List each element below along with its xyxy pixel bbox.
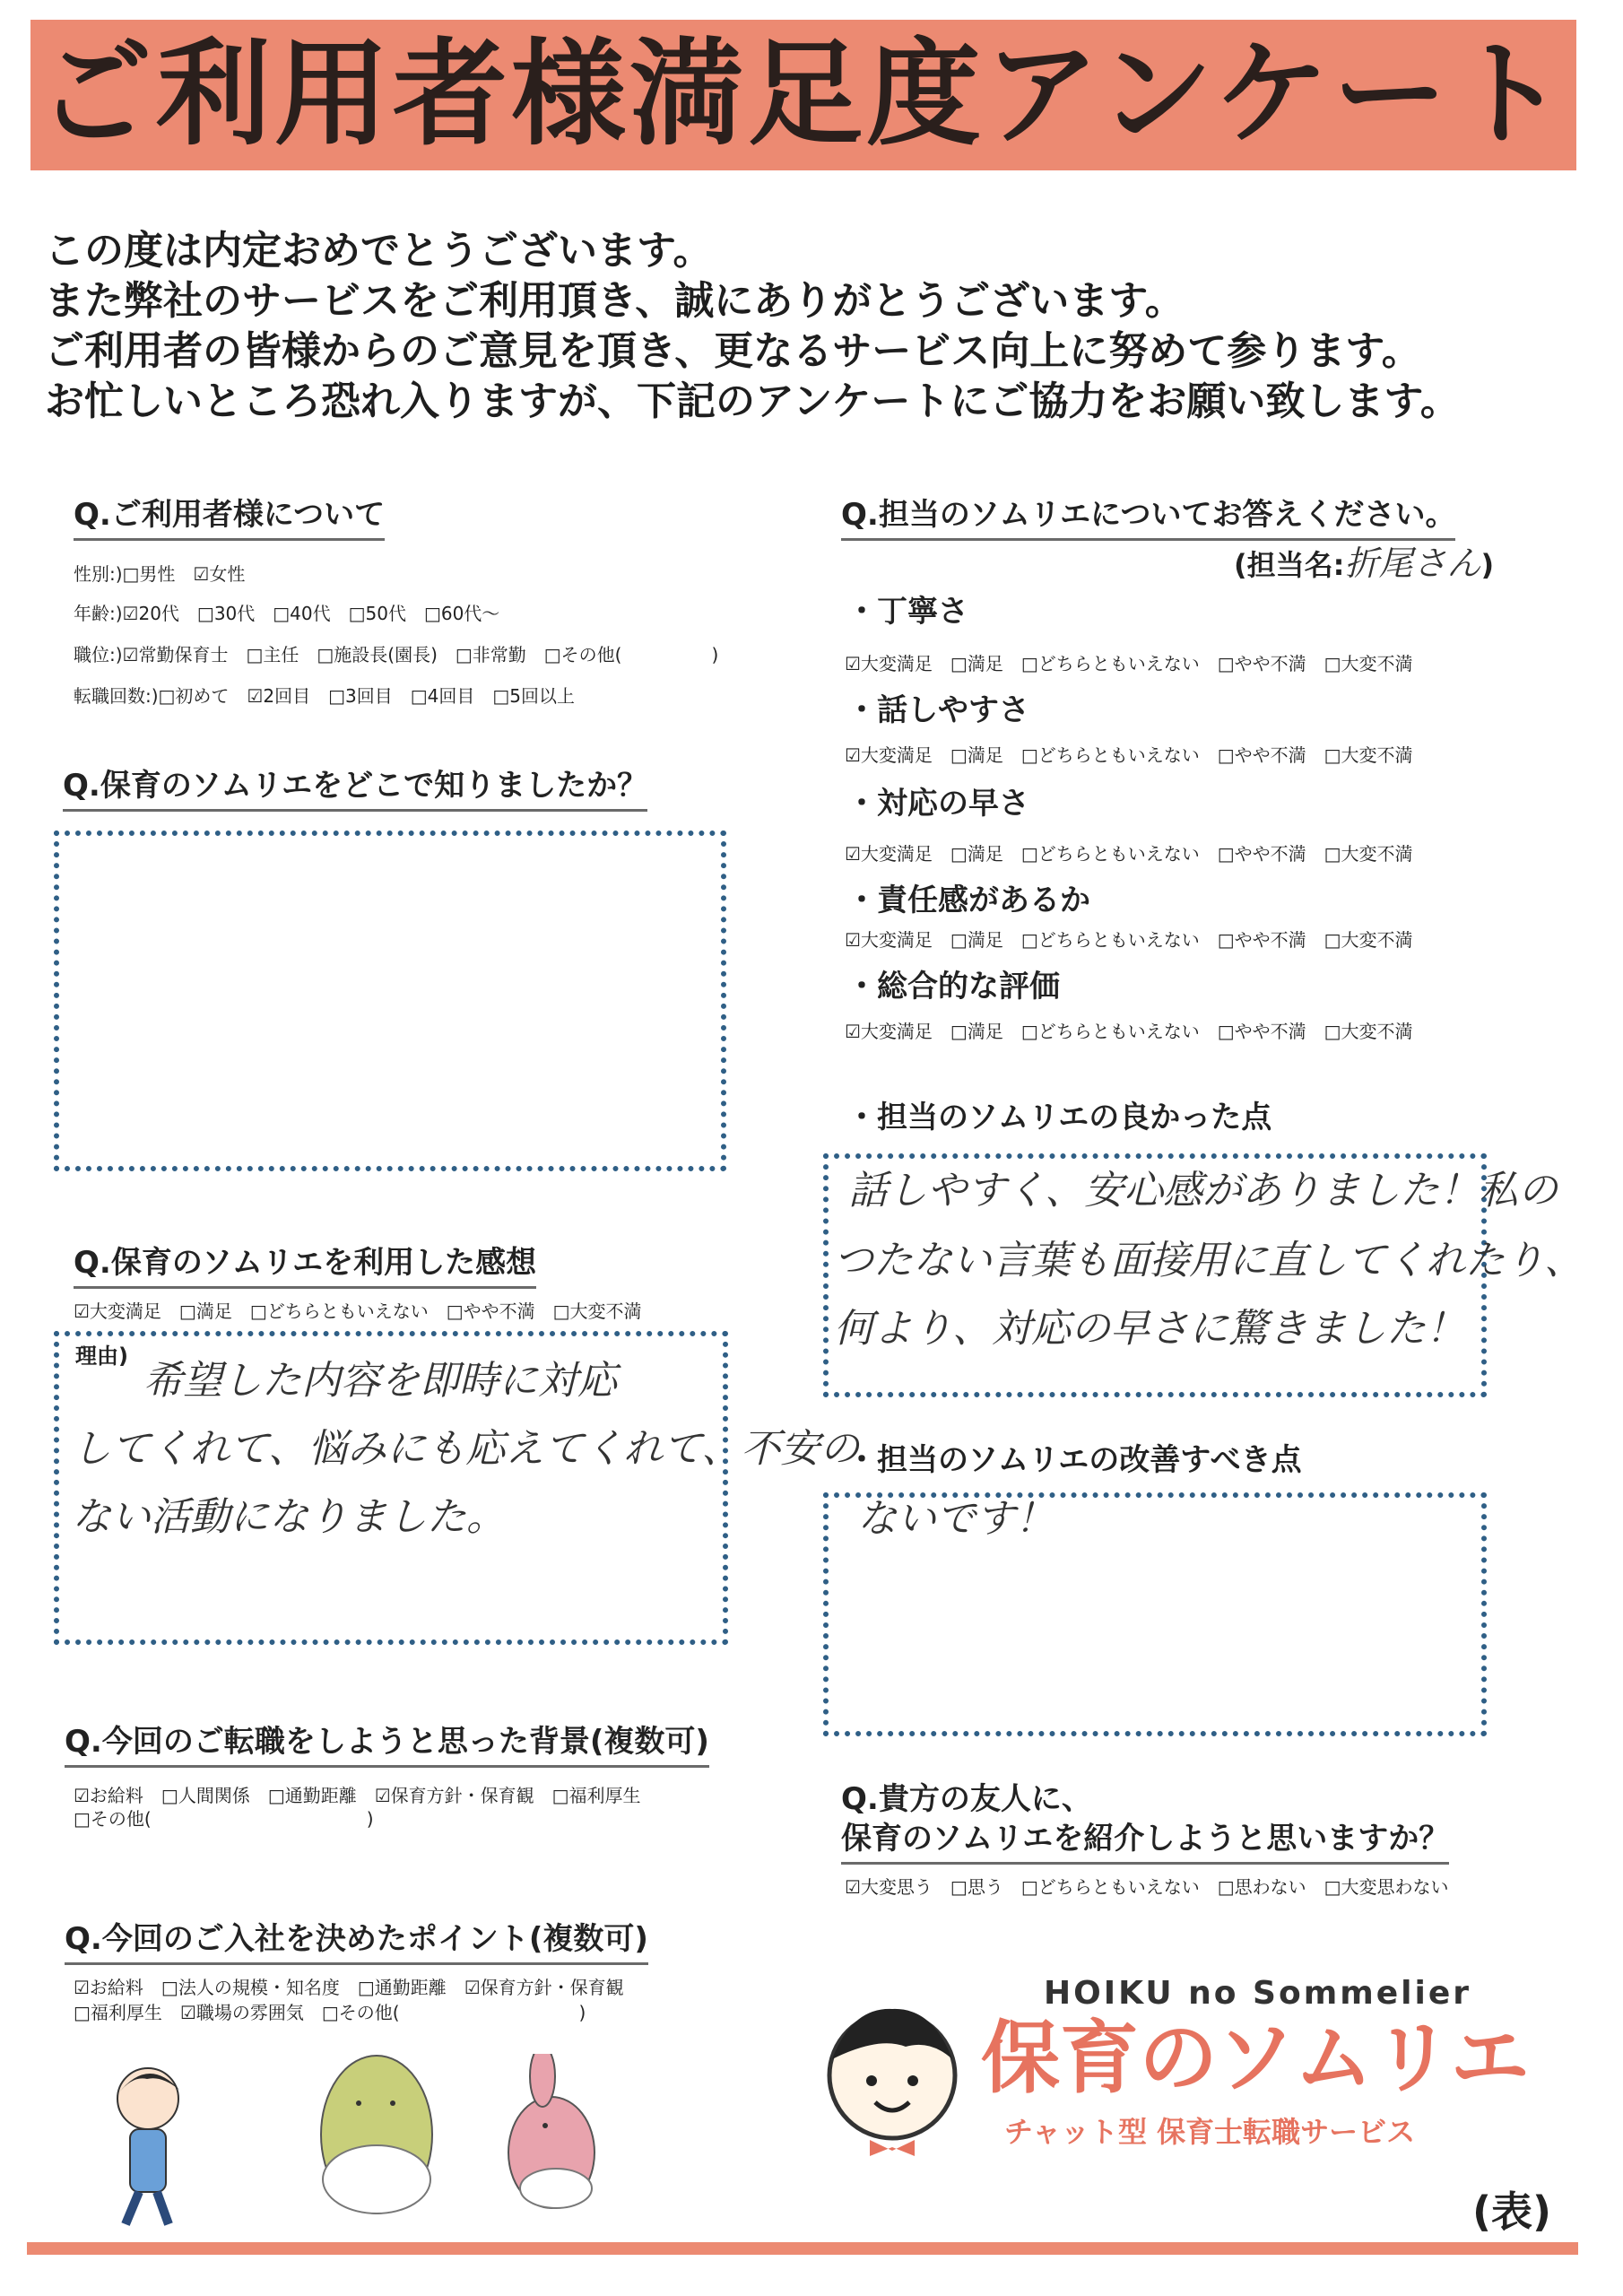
logo-face-icon [816,1996,968,2158]
user-info-heading: Q.ご利用者様について [74,495,385,541]
background-options-2[interactable]: □その他( ) [74,1808,374,1830]
impression-options[interactable]: ☑大変満足 □満足 □どちらともいえない □やや不満 □大変不満 [74,1300,642,1322]
intro-line: お忙しいところ恐れ入りますが、下記のアンケートにご協力をお願い致します。 [45,378,1460,424]
page-marker: (表) [1472,2187,1552,2236]
intro-text [45,226,1587,427]
rating-options-overall[interactable]: ☑大変満足 □満足 □どちらともいえない □やや不満 □大変不満 [845,1021,1413,1042]
assignee-name: 折尾さん [1344,544,1481,583]
rating-item-overall: ・総合的な評価 [846,969,1060,1004]
characters-illustration [54,2054,681,2233]
assignee-close: ) [1480,548,1495,582]
decision-options-2[interactable]: □福利厚生 ☑職場の雰囲気 □その他( ) [74,2002,586,2023]
impression-answer-line: してくれて、悩みにも応えてくれて、不安の [72,1426,860,1472]
logo-tagline: HOIKU no Sommelier [1044,1975,1471,2012]
recommend-heading-1: Q.貴方の友人に、 [841,1781,1092,1817]
good-points-heading: ・担当のソムリエの良かった点 [846,1100,1272,1135]
rabbit-character-icon [508,2054,595,2208]
bottom-bar [27,2242,1578,2255]
rating-item-politeness: ・丁寧さ [846,594,968,630]
sommelier-heading: Q.担当のソムリエについてお答えください。 [841,495,1455,541]
position-row[interactable]: 職位:)☑常勤保育士 □主任 □施設長(園長) □非常勤 □その他( ) [74,644,719,665]
impression-answer-line: 希望した内容を即時に対応 [143,1358,617,1404]
good-points-line: 話しやすく、安心感がありました！私の [848,1168,1558,1213]
improve-points-heading: ・担当のソムリエの改善すべき点 [846,1442,1302,1478]
rating-options-ease-of-talk[interactable]: ☑大変満足 □満足 □どちらともいえない □やや不満 □大変不満 [845,744,1413,766]
found-heading: Q.保育のソムリエをどこで知りましたか？ [63,766,647,812]
rating-item-ease-of-talk: ・話しやすさ [846,692,1029,728]
logo-subtitle: チャット型 保育士転職サービス [1004,2115,1416,2149]
job-changes-row[interactable]: 転職回数:)□初めて ☑2回目 □3回目 □4回目 □5回以上 [74,685,575,707]
intro-line: この度は内定おめでとうございます。 [45,228,713,274]
recommend-options[interactable]: ☑大変思う □思う □どちらともいえない □思わない □大変思わない [845,1876,1449,1898]
impression-answer-line: ない活動になりました。 [72,1494,506,1540]
background-options-1[interactable]: ☑お給料 □人間関係 □通勤距離 ☑保育方針・保育観 □福利厚生 [74,1785,641,1806]
rating-item-responsibility: ・責任感があるか [846,883,1090,918]
rating-item-speed: ・対応の早さ [846,786,1029,822]
impression-heading: Q.保育のソムリエを利用した感想 [74,1243,536,1289]
improve-points-answer: ないです！ [857,1496,1055,1542]
assignee-label: (担当名: [1234,548,1345,582]
gender-row[interactable]: 性別:)□男性 ☑女性 [74,563,246,585]
boy-character-icon [117,2068,179,2224]
background-heading: Q.今回のご転職をしようと思った背景(複数可) [65,1722,709,1768]
decision-options-1[interactable]: ☑お給料 □法人の規模・知名度 □通勤距離 ☑保育方針・保育観 [74,1977,624,1998]
reason-label: 理由) [75,1344,128,1369]
rating-options-politeness[interactable]: ☑大変満足 □満足 □どちらともいえない □やや不満 □大変不満 [845,653,1413,674]
intro-line: ご利用者の皆様からのご意見を頂き、更なるサービス向上に努めて参ります。 [45,328,1421,374]
rating-options-speed[interactable]: ☑大変満足 □満足 □どちらともいえない □やや不満 □大変不満 [845,843,1413,865]
logo-name: 保育のソムリエ [981,2012,1530,2104]
age-row[interactable]: 年齢:)☑20代 □30代 □40代 □50代 □60代～ [74,603,500,624]
decision-heading: Q.今回のご入社を決めたポイント(複数可) [65,1919,648,1965]
intro-line: また弊社のサービスをご利用頂き、誠にありがとうございます。 [45,278,1185,324]
bean-character-icon [321,2056,432,2213]
found-answer-box[interactable] [54,831,726,1171]
good-points-line: つたない言葉も面接用に直してくれたり、 [834,1238,1584,1283]
recommend-heading-2: 保育のソムリエを紹介しようと思いますか？ [841,1819,1449,1865]
rating-options-responsibility[interactable]: ☑大変満足 □満足 □どちらともいえない □やや不満 □大変不満 [845,929,1413,951]
assignee-row [1234,544,1494,585]
page-title: ご利用者様満足度アンケート [37,28,1570,161]
good-points-line: 何より、対応の早さに驚きました！ [834,1306,1465,1352]
